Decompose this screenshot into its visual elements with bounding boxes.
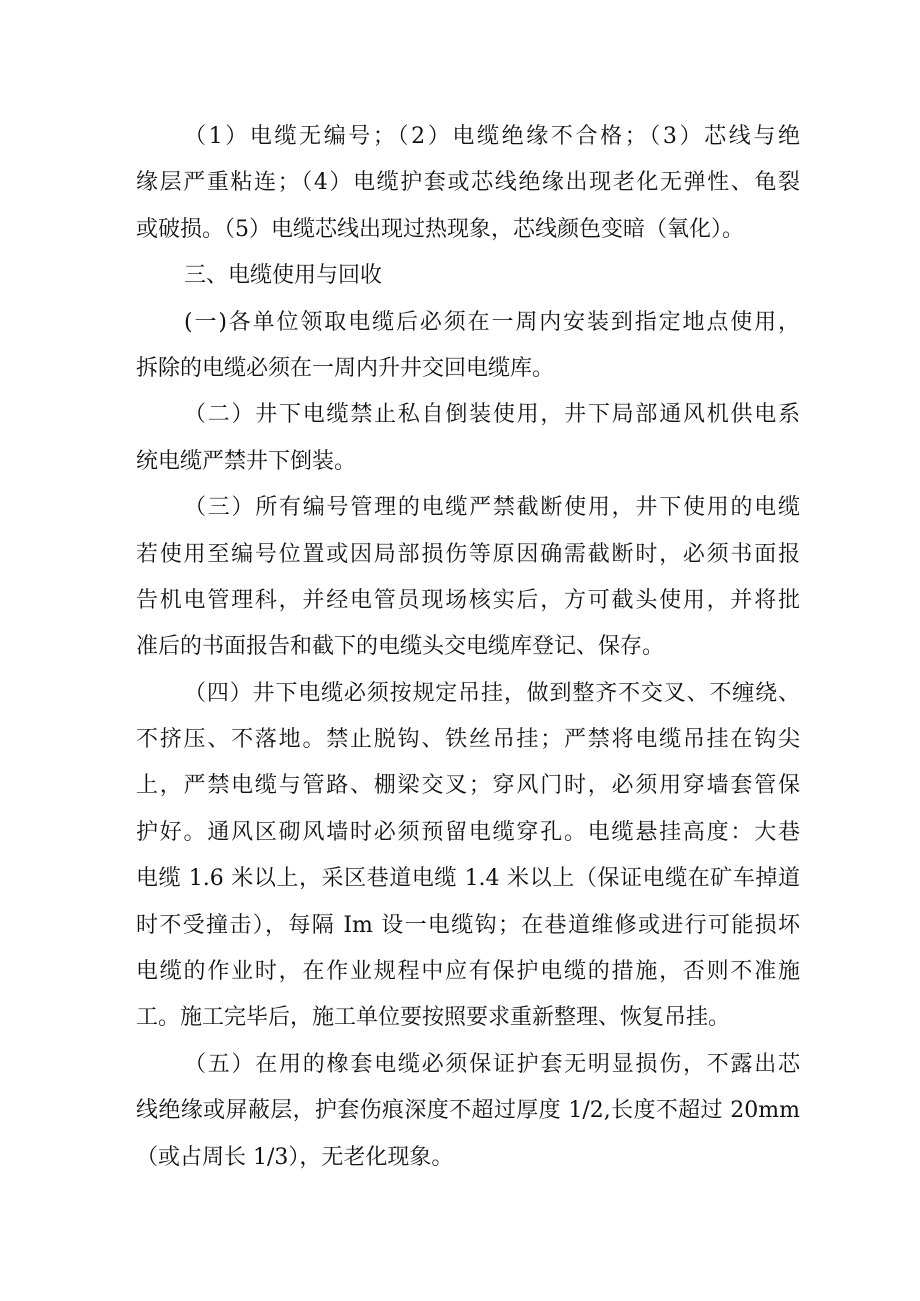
paragraph-line: 电缆的作业时，在作业规程中应有保护电缆的措施，否则不准施 bbox=[136, 959, 800, 985]
paragraph-line: 电缆 1.6 米以上，采区巷道电缆 1.4 米以上（保证电缆在矿车掉道 bbox=[136, 866, 800, 892]
section-heading: 三、电缆使用与回收 bbox=[184, 263, 383, 289]
paragraph-line: 护好。通风区砌风墙时必须预留电缆穿孔。电缆悬挂高度：大巷 bbox=[136, 819, 800, 845]
paragraph-line: （五）在用的橡套电缆必须保证护套无明显损伤，不露出芯 bbox=[184, 1051, 800, 1077]
paragraph-line: （1）电缆无编号；（2）电缆绝缘不合格；（3）芯线与绝 bbox=[184, 124, 800, 149]
paragraph-line: （四）井下电缆必须按规定吊挂，做到整齐不交叉、不缠绕、 bbox=[184, 680, 800, 706]
paragraph-line: 工。施工完毕后，施工单位要按照要求重新整理、恢复吊挂。 bbox=[136, 1005, 731, 1031]
paragraph-line: （二）井下电缆禁止私自倒装使用，井下局部通风机供电系 bbox=[184, 402, 800, 428]
paragraph-line: 不挤压、不落地。禁止脱钩、铁丝吊挂；严禁将电缆吊挂在钩尖 bbox=[136, 727, 800, 753]
paragraph-line: 线绝缘或屏蔽层，护套伤痕深度不超过厚度 1/2,长度不超过 20mm bbox=[136, 1098, 800, 1124]
paragraph-line: (一)各单位领取电缆后必须在一周内安装到指定地点使用， bbox=[184, 309, 800, 335]
paragraph-line: 或破损。（5）电缆芯线出现过热现象，芯线颜色变暗（氧化）。 bbox=[136, 216, 744, 242]
paragraph-line: 统电缆严禁井下倒装。 bbox=[136, 448, 357, 474]
paragraph-line: 上，严禁电缆与管路、棚梁交叉；穿风门时，必须用穿墙套管保 bbox=[136, 773, 800, 799]
paragraph-line: 若使用至编号位置或因局部损伤等原因确需截断时，必须书面报 bbox=[136, 541, 800, 567]
paragraph-line: 缘层严重粘连；（4）电缆护套或芯线绝缘出现老化无弹性、龟裂 bbox=[136, 170, 800, 196]
paragraph-line: 时不受撞击），每隔 Im 设一电缆钩；在巷道维修或进行可能损坏 bbox=[136, 912, 800, 938]
paragraph-line: 告机电管理科，并经电管员现场核实后，方可截头使用，并将批 bbox=[136, 587, 800, 613]
paragraph-line: 拆除的电缆必须在一周内升井交回电缆库。 bbox=[136, 355, 555, 381]
paragraph-line: 准后的书面报告和截下的电缆头交电缆库登记、保存。 bbox=[136, 634, 665, 660]
document-body bbox=[136, 114, 800, 1181]
paragraph-line: （三）所有编号管理的电缆严禁截断使用，井下使用的电缆 bbox=[184, 495, 800, 521]
paragraph-line: （或占周长 1/3），无老化现象。 bbox=[136, 1144, 454, 1170]
